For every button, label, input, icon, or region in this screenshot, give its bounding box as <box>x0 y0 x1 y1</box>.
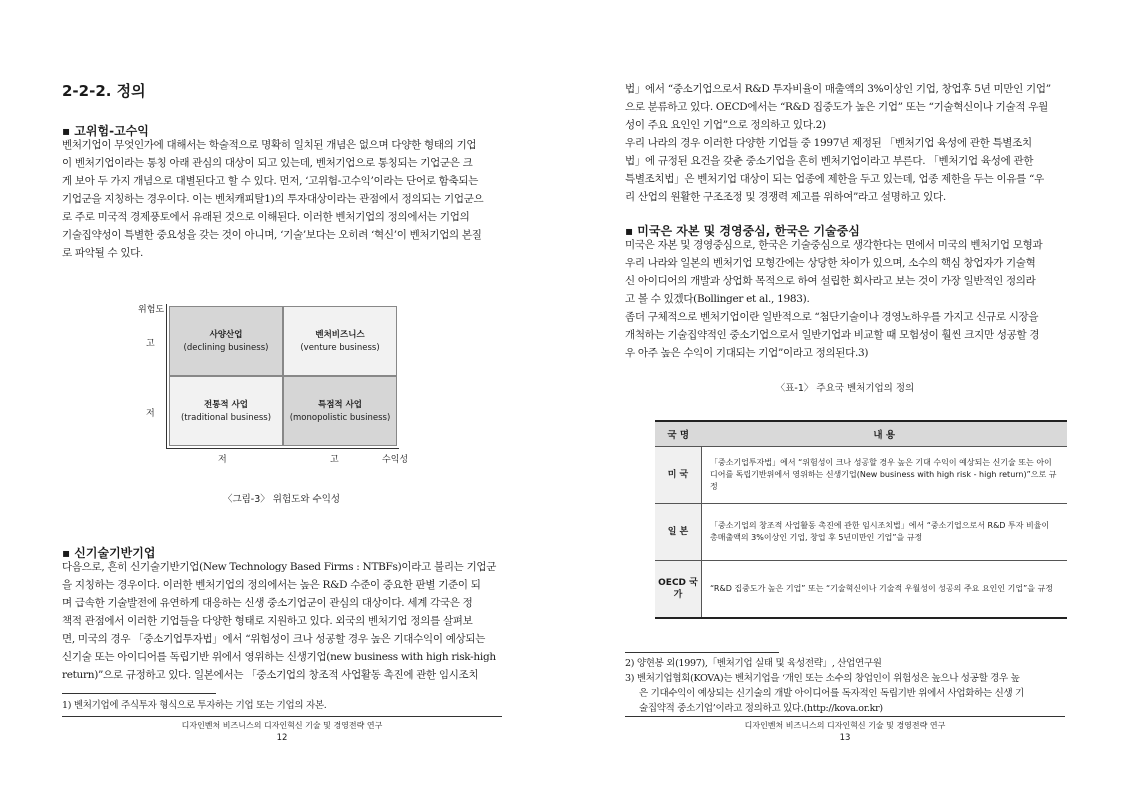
x-low-label: 저 <box>218 455 227 465</box>
quadrant-declining <box>169 306 283 376</box>
cell-country: 일 본 <box>655 504 702 561</box>
quadrant-title: 특점적 사업 <box>317 400 362 410</box>
text-line: 법」에 규정된 요건을 갖춘 중소기업을 흔히 벤처기업이라고 부른다. 「벤처기업 육성에 관한 <box>625 155 1034 167</box>
subheading-ntbf: ▪ 신기술기반기업 <box>62 546 156 560</box>
header-country: 국 명 <box>655 421 702 447</box>
y-axis-label: 위험도 <box>138 305 165 315</box>
footnote-rule <box>625 652 779 653</box>
y-high-label: 고 <box>146 339 155 349</box>
quadrant-subtitle: (traditional business) <box>180 413 272 423</box>
text-line: 성이 주요 요인인 기업”으로 정의하고 있다.2) <box>625 119 826 131</box>
text-line: 개척하는 기술집약적인 중소기업으로서 일반기업과 비교할 때 모험성이 훨씬 크지만 성공할 경 <box>625 329 1040 341</box>
figure-caption: 〈그림-3〉 위험도와 수익성 <box>222 494 341 505</box>
text-line: 기업군을 지칭하는 경우이다. 이는 벤처캐피탈1)의 투자대상이라는 관점에서 정의되는 기업군으 <box>62 193 484 205</box>
paragraph-us-vs-korea <box>625 236 1065 362</box>
y-low-label: 저 <box>146 409 155 419</box>
quadrant-subtitle: (venture business) <box>300 343 380 353</box>
text-line: 으로 분류하고 있다. OECD에서는 “R&D 집중도가 높은 기업” 또는 “기술혁신이나 기술적 우월 <box>625 101 1048 113</box>
table-row <box>655 504 1067 561</box>
text-line: 법」에서 “중소기업으로서 R&D 투자비율이 매출액의 3%이상인 기업, 창업후 5년 미만인 기업” <box>625 83 1051 95</box>
table-caption: 〈표-1〉 주요국 벤처기업의 정의 <box>775 383 915 394</box>
text-line: 기술집약성이 특별한 중요성을 갖는 것이 아니며, ‘기술’보다는 오히려 ‘혁신’이 벤처기업의 본질 <box>62 229 482 241</box>
cell-content: 「중소기업의 창조적 사업활동 촉진에 관한 임시조치법」에서 “중소기업으로서 R&D 투자 비율이 총매출액의 3%이상인 기업, 창업 후 5년미만인 기업”을 규정 <box>702 504 1068 561</box>
venture-definition-table <box>655 420 1067 619</box>
quadrant-traditional <box>169 376 283 446</box>
footer-rule <box>62 716 502 717</box>
table-row <box>655 447 1067 504</box>
footnote-line: 은 기대수익이 예상되는 신기술의 개발 아이디어를 독자적인 독립기반 위에서 사업화하는 신생 기 <box>639 688 1024 699</box>
text-line: 신 아이디어의 개발과 상업화 목적으로 하여 설립한 회사라고 보는 것이 가장 일반적인 정의라 <box>625 275 1036 287</box>
x-high-label: 고 <box>330 455 339 465</box>
text-line: 우리 나라와 일본의 벤처기업 모형간에는 상당한 차이가 있으며, 소수의 핵심 창업자가 기술혁 <box>625 257 1036 269</box>
text-line: 벤처기업이 무엇인가에 대해서는 학술적으로 명확히 일치된 개념은 없으며 다양한 형태의 기업 <box>62 139 477 151</box>
text-line: 책적 관점에서 이러한 기업들을 다양한 형태로 지원하고 있다. 외국의 벤처기업 정의를 살펴보 <box>62 615 473 627</box>
text-line: 고 볼 수 있겠다(Bollinger et al., 1983). <box>625 293 810 305</box>
text-line: 로 파악될 수 있다. <box>62 247 144 259</box>
quadrant-grid <box>166 304 399 449</box>
paragraph-ntbf <box>62 558 502 684</box>
footer-title: 디자인벤처 비즈니스의 디자인혁신 기술 및 경영전략 연구 <box>181 721 383 730</box>
text-line: 미국은 자본 및 경영중심으로, 한국은 기술중심으로 생각한다는 면에서 미국의 벤처기업 모형과 <box>625 239 1043 251</box>
risk-return-figure <box>126 298 426 478</box>
footnote-line: 3) 벤처기업협회(KOVA)는 벤처기업을 ‘개인 또는 소수의 창업인이 위험성은 높으나 성공할 경우 높 <box>625 673 1020 684</box>
quadrant-title: 전통적 사업 <box>203 400 248 410</box>
table-row <box>655 561 1067 619</box>
quadrant-subtitle: (monopolistic business) <box>289 413 391 423</box>
text-line: 특별조치법」은 벤처기업 대상이 되는 업종에 제한을 두고 있는데, 업종 제한을 두는 이유를 “우 <box>625 173 1044 185</box>
cell-content: “R&D 집중도가 높은 기업” 또는 “기술혁신이나 기술적 우월성이 성공의 주요 요인인 기업”을 규정 <box>702 561 1068 619</box>
section-title: 2-2-2. 정의 <box>62 82 146 100</box>
footnote-1: 1) 벤처기업에 주식투자 형식으로 투자하는 기업 또는 기업의 자본. <box>62 700 327 711</box>
text-line: 우 아주 높은 수익이 기대되는 기업”이라고 정의된다.3) <box>625 347 869 359</box>
text-line: return)”으로 규정하고 있다. 일본에서는 「중소기업의 창조적 사업활동 촉진에 관한 임시조치 <box>62 669 479 681</box>
text-line: 다음으로, 흔히 신기술기반기업(New Technology Based Firms : NTBFs)이라고 불리는 기업군 <box>62 561 497 573</box>
cell-country: OECD 국 가 <box>655 561 702 619</box>
text-line: 로 주로 미국적 경제풍토에서 유래된 것으로 이해된다. 이러한 벤처기업의 정의에서는 기업의 <box>62 211 470 223</box>
footnote-line: 2) 양현봉 외(1997),「벤처기업 실태 및 육성전략」, 산업연구원 <box>625 658 882 669</box>
text-line: 이 벤처기업이라는 통칭 아래 관심의 대상이 되고 있는데, 벤처기업으로 통칭되는 기업군은 크 <box>62 157 473 169</box>
paragraph-intro <box>625 80 1065 206</box>
text-line: 리 산업의 원활한 구조조정 및 경쟁력 제고를 위하여”라고 설명하고 있다. <box>625 191 946 203</box>
cell-content: 「중소기업투자법」에서 “위험성이 크나 성공할 경우 높은 기대 수익이 예상되는 신기술 또는 아이디어를 독립기반위에서 영위하는 신생기업(New business with high risk - high return)”으로 규정 <box>702 447 1068 504</box>
cell-country: 미 국 <box>655 447 702 504</box>
x-axis-label: 수익성 <box>382 455 409 465</box>
footnote-line: 술집약적 중소기업’이라고 정의하고 있다.(http://kova.or.kr) <box>639 703 883 714</box>
text-line: 우리 나라의 경우 이러한 다양한 기업들 중 1997년 제정된 「벤처기업 육성에 관한 특별조치 <box>625 137 1032 149</box>
text-line: 신기술 또는 아이디어를 독립기반 위에서 영위하는 신생기업(new business with high risk-high <box>62 651 496 663</box>
footnotes-block <box>625 656 1069 716</box>
table-header-row <box>655 421 1067 447</box>
footnote-rule <box>62 693 216 694</box>
text-line: 게 보아 두 가지 개념으로 대별된다고 할 수 있다. 먼저, ‘고위험-고수익’이라는 단어로 함축되는 <box>62 175 479 187</box>
page-number: 13 <box>839 733 851 743</box>
header-content: 내 용 <box>702 421 1068 447</box>
text-line: 을 지칭하는 경우이다. 이러한 벤처기업의 정의에서는 높은 R&D 수준이 중요한 판별 기준이 되 <box>62 579 481 591</box>
quadrant-subtitle: (declining business) <box>183 343 269 353</box>
text-line: 좀더 구체적으로 벤처기업이란 일반적으로 “첨단기술이나 경영노하우를 가지고 신규로 시장을 <box>625 311 1039 323</box>
footer-title: 디자인벤처 비즈니스의 디자인혁신 기술 및 경영전략 연구 <box>744 721 946 730</box>
paragraph-high-risk <box>62 136 502 262</box>
page-number: 12 <box>276 733 288 743</box>
text-line: 며 급속한 기술발전에 유연하게 대응하는 신생 중소기업군이 관심의 대상이다. 세계 각국은 정 <box>62 597 473 609</box>
subheading-high-risk: ▪ 고위험-고수익 <box>62 124 149 138</box>
right-page <box>563 0 1126 787</box>
quadrant-venture <box>283 306 397 376</box>
subheading-us-vs-korea: ▪ 미국은 자본 및 경영중심, 한국은 기술중심 <box>625 224 860 238</box>
quadrant-title: 사양산업 <box>209 330 243 340</box>
quadrant-monopolistic <box>283 376 397 446</box>
quadrant-title: 벤처비즈니스 <box>315 330 365 340</box>
footer-rule <box>625 716 1065 717</box>
text-line: 면, 미국의 경우 「중소기업투자법」에서 “위험성이 크나 성공할 경우 높은 기대수익이 예상되는 <box>62 633 486 645</box>
